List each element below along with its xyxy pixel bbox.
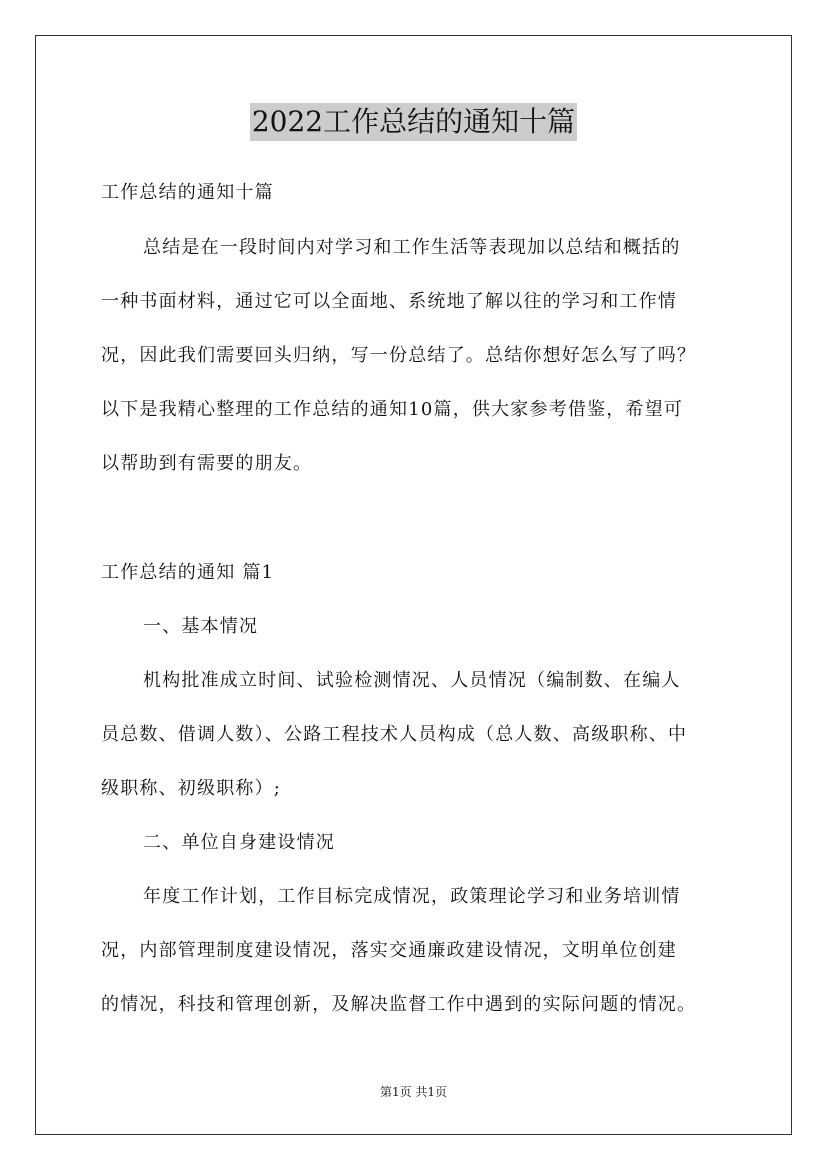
intro-line: 况，因此我们需要回头归纳，写一份总结了。总结你想好怎么写了吗？ [101, 345, 697, 366]
intro-line: 以帮助到有需要的朋友。 [101, 453, 313, 474]
intro-line: 总结是在一段时间内对学习和工作生活等表现加以总结和概括的 [143, 237, 681, 258]
intro-line: 以下是我精心整理的工作总结的通知10篇，供大家参考借鉴，希望可 [101, 399, 684, 420]
intro-line: 一种书面材料，通过它可以全面地、系统地了解以往的学习和工作情 [101, 291, 677, 312]
page-footer: 第1页 共1页 [379, 1085, 448, 1099]
part-heading: 一、基本情况 [143, 616, 259, 637]
paragraph-line: 况，内部管理制度建设情况，落实交通廉政建设情况，文明单位创建 [101, 940, 677, 961]
section-heading: 工作总结的通知 篇1 [101, 562, 275, 583]
title-wrap [0, 103, 827, 141]
paragraph-line: 员总数、借调人数）、公路工程技术人员构成（总人数、高级职称、中 [101, 724, 688, 745]
part-heading: 二、单位自身建设情况 [143, 832, 335, 853]
paragraph-line: 的情况，科技和管理创新，及解决监督工作中遇到的实际问题的情况。 [101, 994, 697, 1015]
paragraph-line: 级职称、初级职称）; [101, 778, 282, 799]
paragraph-line: 机构批准成立时间、试验检测情况、人员情况（编制数、在编人 [143, 670, 681, 691]
document-subtitle: 工作总结的通知十篇 [101, 182, 274, 203]
document-title: 2022工作总结的通知十篇 [250, 103, 577, 141]
paragraph-line: 年度工作计划，工作目标完成情况，政策理论学习和业务培训情 [143, 886, 681, 907]
